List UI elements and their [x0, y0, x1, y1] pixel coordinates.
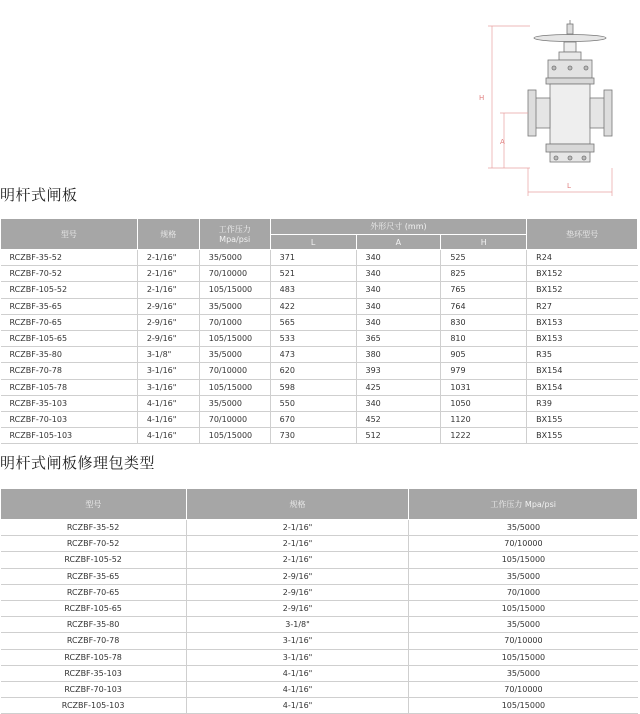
table-cell: 105/15000 — [409, 552, 638, 568]
table-cell: 825 — [441, 266, 527, 282]
col-pressure-line2: Mpa/psi — [219, 235, 251, 244]
table-cell: 70/10000 — [199, 266, 270, 282]
table-row — [1, 250, 638, 266]
section-title-gate-valve: 明杆式闸板 — [0, 186, 78, 204]
table-cell: BX153 — [527, 314, 638, 330]
section-title-repair-kit: 明杆式闸板修理包类型 — [0, 454, 156, 472]
table-cell: 533 — [270, 330, 356, 346]
table-row — [1, 617, 638, 633]
table-cell: 3-1/8" — [186, 617, 409, 633]
table-cell: 2-9/16" — [137, 298, 199, 314]
table-cell: 473 — [270, 347, 356, 363]
table-cell: 905 — [441, 347, 527, 363]
spec-table — [0, 218, 638, 444]
table-cell: 35/5000 — [409, 665, 638, 681]
dim-a-label: A — [500, 138, 505, 146]
table-cell: 340 — [356, 282, 441, 298]
table-cell: RCZBF-70-65 — [1, 314, 138, 330]
table-cell: 3-1/16" — [186, 633, 409, 649]
table-cell: 830 — [441, 314, 527, 330]
table-cell: 1120 — [441, 411, 527, 427]
table-cell: 979 — [441, 363, 527, 379]
table-cell: 512 — [356, 428, 441, 444]
table-cell: RCZBF-35-65 — [1, 298, 138, 314]
table-cell: 340 — [356, 266, 441, 282]
table-cell: RCZBF-105-103 — [1, 428, 138, 444]
table-cell: 105/15000 — [409, 698, 638, 714]
col-h: H — [441, 235, 527, 250]
table-cell: R39 — [527, 395, 638, 411]
repair-kit-table — [0, 488, 638, 714]
table-cell: 2-1/16" — [186, 536, 409, 552]
table-cell: RCZBF-35-52 — [1, 520, 187, 536]
table-cell: 483 — [270, 282, 356, 298]
table-cell: 35/5000 — [199, 250, 270, 266]
table-cell: 70/10000 — [409, 536, 638, 552]
table-cell: RCZBF-105-52 — [1, 552, 187, 568]
table-cell: 2-1/16" — [137, 266, 199, 282]
table-row — [1, 649, 638, 665]
table-row — [1, 536, 638, 552]
table-cell: 70/10000 — [409, 681, 638, 697]
table-cell: 525 — [441, 250, 527, 266]
table-cell: 3-1/8" — [137, 347, 199, 363]
table-cell: 340 — [356, 395, 441, 411]
table-cell: RCZBF-70-52 — [1, 266, 138, 282]
table-cell: 105/15000 — [409, 600, 638, 616]
table-cell: RCZBF-105-65 — [1, 600, 187, 616]
table-cell: 1050 — [441, 395, 527, 411]
table-cell: 670 — [270, 411, 356, 427]
table-cell: BX152 — [527, 266, 638, 282]
table-cell: R27 — [527, 298, 638, 314]
table-cell: 452 — [356, 411, 441, 427]
table-cell: 4-1/16" — [186, 665, 409, 681]
table-row — [1, 633, 638, 649]
table-cell: RCZBF-70-103 — [1, 411, 138, 427]
table-row — [1, 411, 638, 427]
col-ring: 垫环型号 — [527, 219, 638, 250]
table-cell: 393 — [356, 363, 441, 379]
table-cell: 620 — [270, 363, 356, 379]
table-row — [1, 266, 638, 282]
table-row — [1, 347, 638, 363]
col-spec: 规格 — [137, 219, 199, 250]
table-row — [1, 298, 638, 314]
table-cell: RCZBF-35-103 — [1, 665, 187, 681]
spec-table-body — [1, 250, 638, 444]
table-cell: 70/10000 — [409, 633, 638, 649]
dim-h-label: H — [479, 94, 485, 102]
col-pressure — [199, 219, 270, 250]
table-cell: 764 — [441, 298, 527, 314]
table-cell: 340 — [356, 298, 441, 314]
table-cell: 105/15000 — [199, 330, 270, 346]
table-cell: RCZBF-105-78 — [1, 379, 138, 395]
table-cell: BX155 — [527, 428, 638, 444]
table-cell: 2-9/16" — [137, 330, 199, 346]
table-cell: 2-9/16" — [186, 600, 409, 616]
table-cell: 365 — [356, 330, 441, 346]
table-cell: 422 — [270, 298, 356, 314]
table-cell: RCZBF-35-65 — [1, 568, 187, 584]
table-row — [1, 552, 638, 568]
table-cell: 35/5000 — [199, 298, 270, 314]
table-cell: 550 — [270, 395, 356, 411]
table-cell: RCZBF-35-103 — [1, 395, 138, 411]
table-row — [1, 584, 638, 600]
table-row — [1, 681, 638, 697]
table-cell: 35/5000 — [409, 617, 638, 633]
table-cell: RCZBF-105-78 — [1, 649, 187, 665]
table-cell: 105/15000 — [199, 379, 270, 395]
table-cell: BX155 — [527, 411, 638, 427]
table-row — [1, 363, 638, 379]
table-row — [1, 665, 638, 681]
table-cell: 35/5000 — [409, 568, 638, 584]
table-cell: 765 — [441, 282, 527, 298]
table-cell: 380 — [356, 347, 441, 363]
table-row — [1, 314, 638, 330]
table-cell: 70/1000 — [409, 584, 638, 600]
col-dims: 外形尺寸 (mm) — [270, 219, 527, 235]
table-cell: 4-1/16" — [137, 395, 199, 411]
table-cell: 3-1/16" — [186, 649, 409, 665]
table-row — [1, 330, 638, 346]
table-row — [1, 600, 638, 616]
dim-l-label: L — [567, 182, 571, 190]
table-cell: 105/15000 — [199, 428, 270, 444]
table-cell: 3-1/16" — [137, 379, 199, 395]
table-cell: 1222 — [441, 428, 527, 444]
table-cell: 2-1/16" — [186, 520, 409, 536]
table-cell: 1031 — [441, 379, 527, 395]
table-cell: BX154 — [527, 363, 638, 379]
table-cell: BX154 — [527, 379, 638, 395]
table-cell: 70/10000 — [199, 363, 270, 379]
table-cell: 4-1/16" — [186, 698, 409, 714]
col-spec: 规格 — [186, 489, 409, 520]
table-cell: RCZBF-105-52 — [1, 282, 138, 298]
table-cell: RCZBF-105-103 — [1, 698, 187, 714]
table-cell: 4-1/16" — [137, 428, 199, 444]
table-cell: RCZBF-35-80 — [1, 617, 187, 633]
table-cell: 425 — [356, 379, 441, 395]
table-cell: RCZBF-70-65 — [1, 584, 187, 600]
table-cell: RCZBF-70-78 — [1, 633, 187, 649]
table-cell: RCZBF-70-52 — [1, 536, 187, 552]
table-cell: R35 — [527, 347, 638, 363]
col-a: A — [356, 235, 441, 250]
table-cell: 810 — [441, 330, 527, 346]
table-row — [1, 568, 638, 584]
table-row — [1, 395, 638, 411]
table-cell: 598 — [270, 379, 356, 395]
table-cell: 340 — [356, 250, 441, 266]
table-cell: 565 — [270, 314, 356, 330]
table-cell: 105/15000 — [409, 649, 638, 665]
table-cell: 105/15000 — [199, 282, 270, 298]
table-cell: 3-1/16" — [137, 363, 199, 379]
table-cell: 70/1000 — [199, 314, 270, 330]
table-cell: BX152 — [527, 282, 638, 298]
col-model: 型号 — [1, 489, 187, 520]
table-cell: 35/5000 — [199, 347, 270, 363]
table-cell: 2-9/16" — [137, 314, 199, 330]
col-pressure-line1: 工作压力 — [218, 225, 251, 234]
table-cell: RCZBF-35-80 — [1, 347, 138, 363]
table-cell: 730 — [270, 428, 356, 444]
table-cell: RCZBF-70-103 — [1, 681, 187, 697]
table-cell: 2-1/16" — [137, 250, 199, 266]
table-row — [1, 428, 638, 444]
table-cell: 2-1/16" — [137, 282, 199, 298]
table-cell: BX153 — [527, 330, 638, 346]
repair-kit-table-body — [1, 520, 638, 714]
table-cell: RCZBF-70-78 — [1, 363, 138, 379]
table-cell: 340 — [356, 314, 441, 330]
table-cell: 2-9/16" — [186, 568, 409, 584]
table-cell: 4-1/16" — [186, 681, 409, 697]
col-pressure: 工作压力 Mpa/psi — [409, 489, 638, 520]
table-cell: 371 — [270, 250, 356, 266]
table-row — [1, 282, 638, 298]
table-row — [1, 698, 638, 714]
table-cell: 521 — [270, 266, 356, 282]
table-cell: 2-1/16" — [186, 552, 409, 568]
table-cell: 35/5000 — [199, 395, 270, 411]
table-cell: 70/10000 — [199, 411, 270, 427]
table-cell: RCZBF-35-52 — [1, 250, 138, 266]
table-cell: RCZBF-105-65 — [1, 330, 138, 346]
col-model: 型号 — [1, 219, 138, 250]
table-cell: 2-9/16" — [186, 584, 409, 600]
table-row — [1, 520, 638, 536]
table-row — [1, 379, 638, 395]
table-cell: 4-1/16" — [137, 411, 199, 427]
col-l: L — [270, 235, 356, 250]
table-cell: R24 — [527, 250, 638, 266]
valve-drawing — [470, 18, 638, 196]
table-cell: 35/5000 — [409, 520, 638, 536]
